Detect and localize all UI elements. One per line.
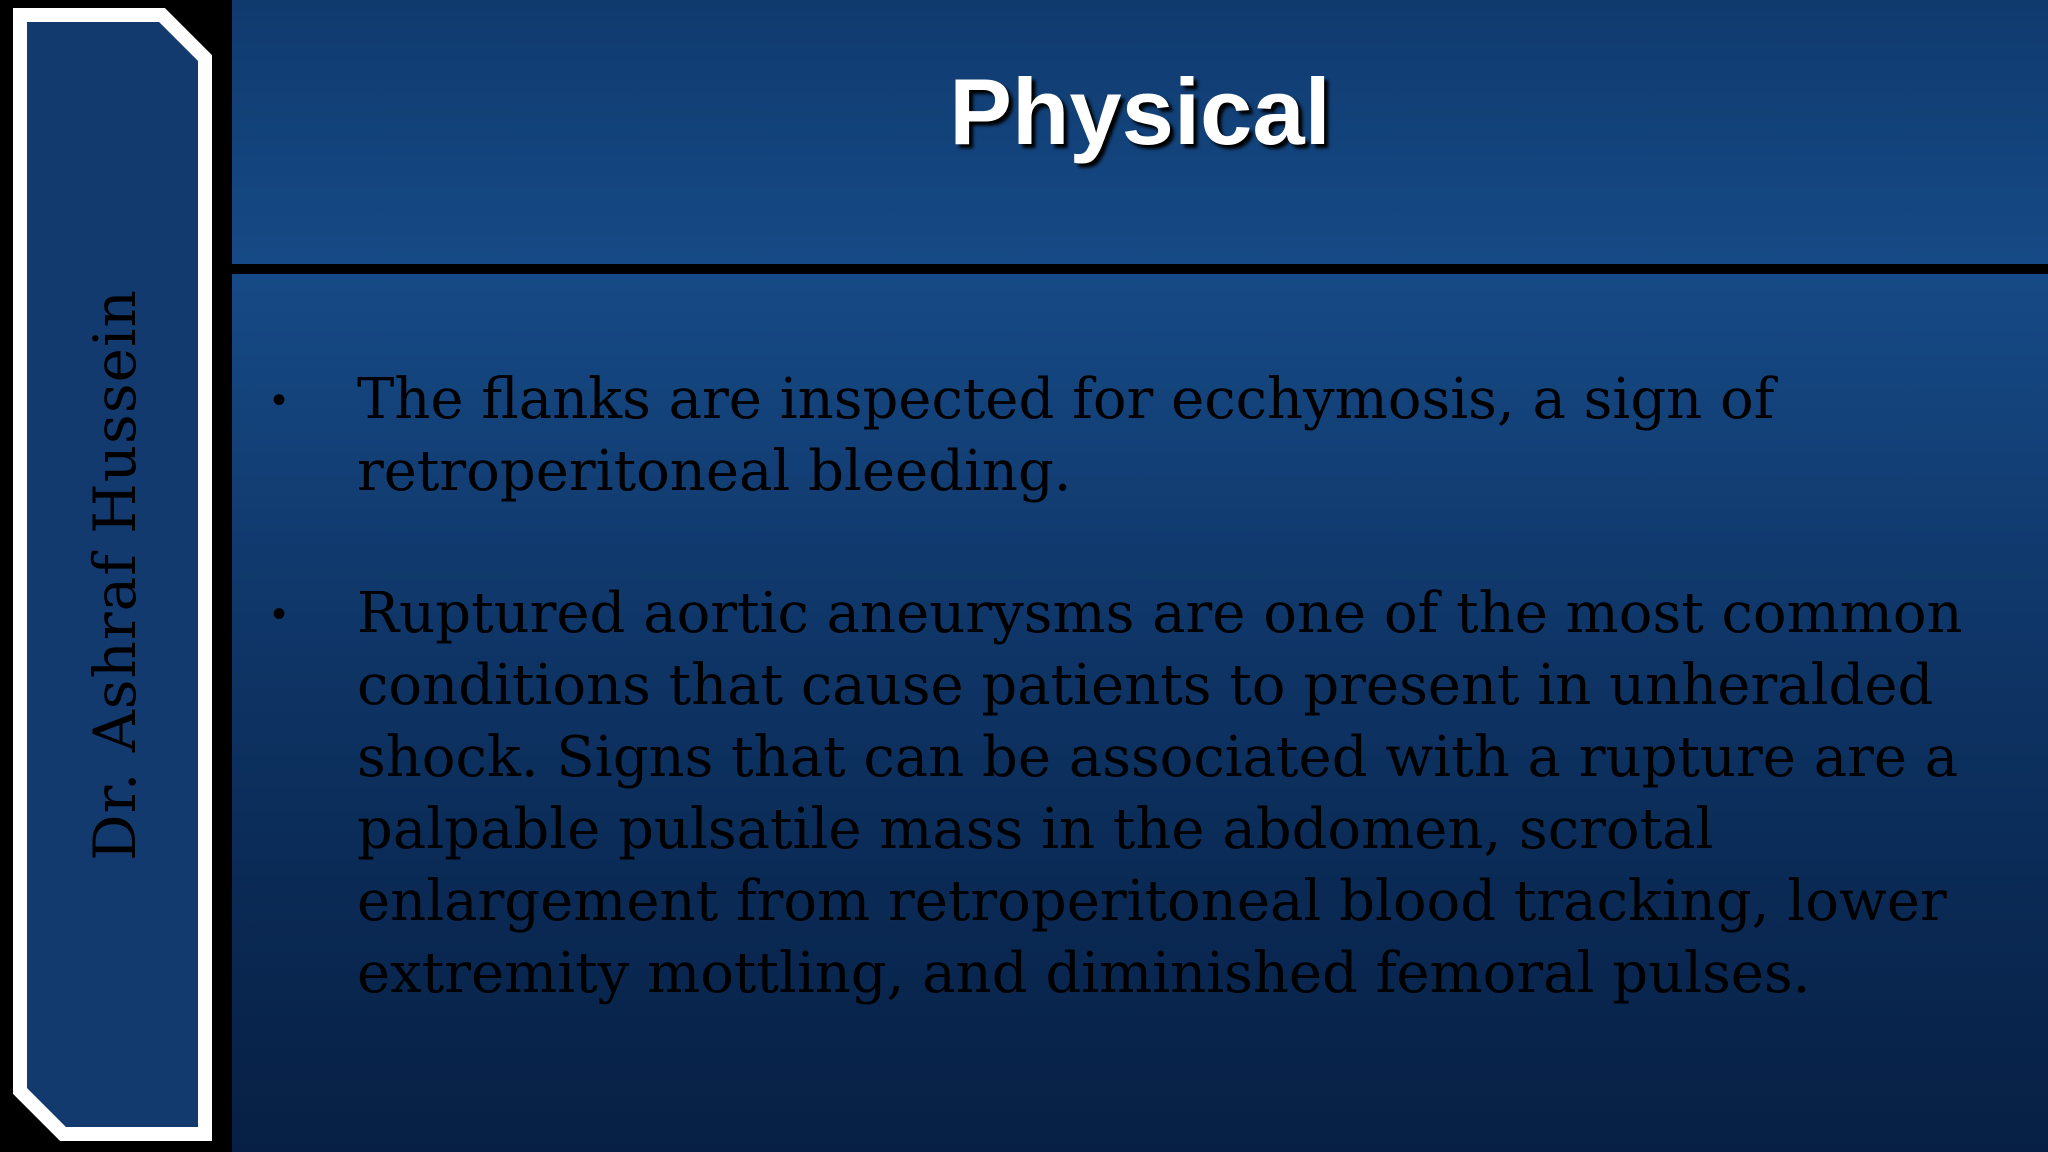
bullet-text: The flanks are inspected for ecchymosis, a sign of retroperitoneal bleeding. xyxy=(357,367,1775,504)
bullet-marker: • xyxy=(272,592,287,636)
horizontal-divider xyxy=(232,264,2048,274)
title-area xyxy=(232,0,2048,264)
content-area xyxy=(232,274,2048,1152)
sidebar-panel xyxy=(0,0,222,1152)
bullet-item xyxy=(272,578,2002,1010)
slide-title: Physical xyxy=(949,59,1331,164)
bullet-marker: • xyxy=(272,378,287,422)
bullet-item xyxy=(272,364,2002,508)
bullet-list xyxy=(272,364,2002,1080)
author-name: Dr. Ashraf Hussein xyxy=(81,289,150,861)
author-name-container xyxy=(30,40,200,1110)
bullet-text: Ruptured aortic aneurysms are one of the most common conditions that cause patients to present in unheralded shock. Signs that can be associated with a rupture are a palpable pulsatile mass in the abdomen, scrotal enlargement from retroperitoneal blood tracking, lower extremity mottling, and diminished femoral pulses. xyxy=(357,581,1963,1006)
vertical-divider xyxy=(222,0,232,1152)
